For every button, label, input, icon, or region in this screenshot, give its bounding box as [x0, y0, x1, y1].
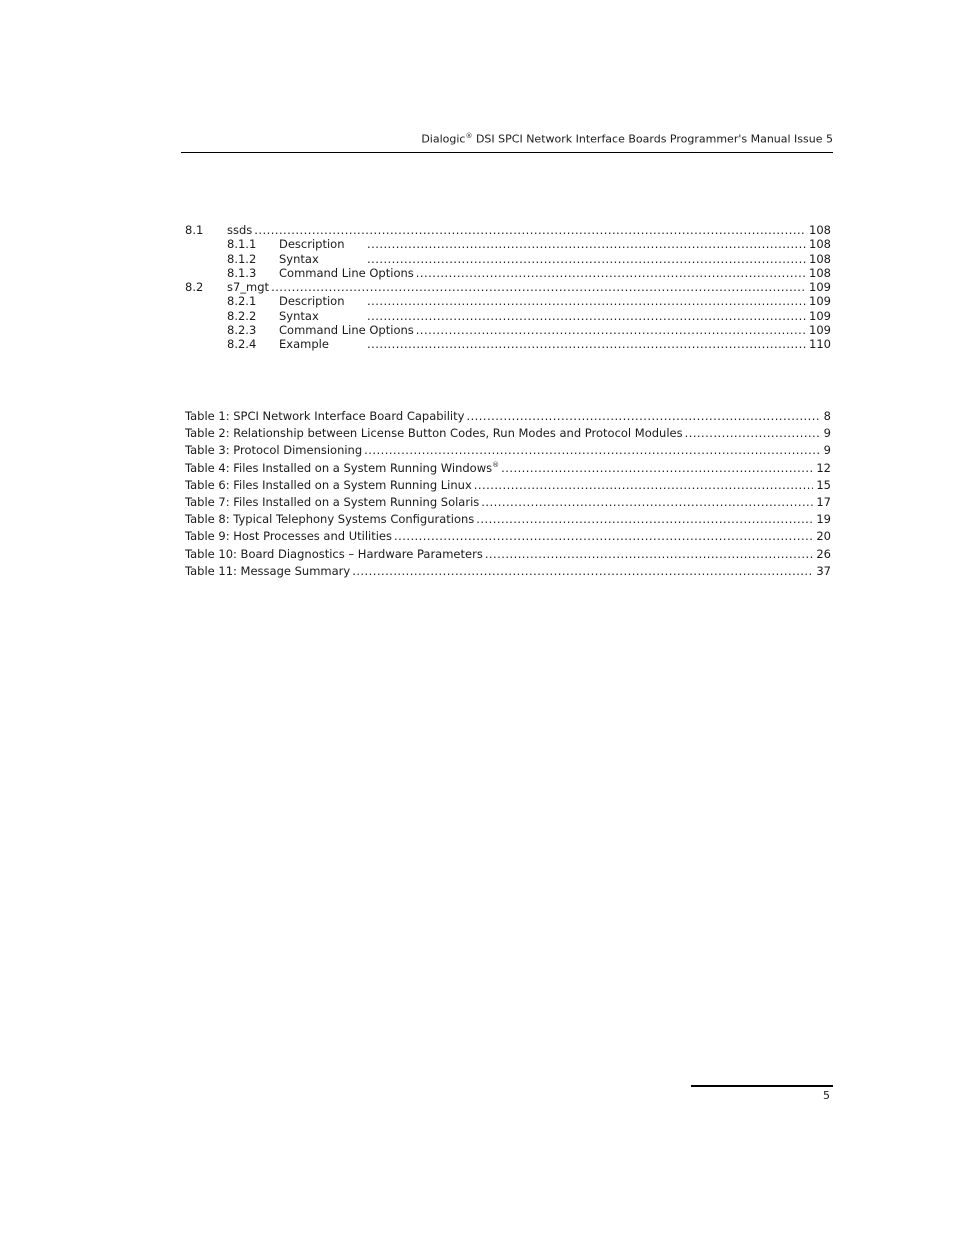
- table-list-entry[interactable]: [185, 511, 831, 528]
- table-list-title: Table 4: Files Installed on a System Running Windows: [185, 460, 493, 475]
- table-list-title-wrap: [185, 442, 364, 459]
- table-list-page: 20: [816, 529, 831, 544]
- toc-entry-line: [279, 337, 831, 351]
- table-list-page: 37: [816, 563, 831, 578]
- toc-entry-title: Syntax: [279, 309, 367, 323]
- table-list-entry[interactable]: [185, 528, 831, 545]
- toc-leader-dots: [367, 252, 806, 266]
- toc-entry-number: 8.2.1: [227, 294, 257, 309]
- table-of-contents: [185, 223, 831, 352]
- table-list-title-wrap: [185, 546, 485, 563]
- table-list-page: 15: [816, 477, 831, 492]
- table-list-title-wrap: [185, 408, 466, 425]
- toc-entry-number: 8.1: [185, 223, 204, 237]
- table-list-page: 9: [823, 426, 831, 441]
- table-list-title: Table 10: Board Diagnostics – Hardware Parameters: [185, 546, 483, 561]
- toc-entry-number: 8.2.3: [227, 323, 257, 338]
- toc-entry-title: Syntax: [279, 252, 367, 266]
- table-list-entry[interactable]: [185, 563, 831, 580]
- table-list-title-wrap: [185, 511, 476, 528]
- toc-entry-title: s7_mgt: [227, 280, 270, 295]
- table-list-entry[interactable]: [185, 546, 831, 563]
- toc-entry-page: 108: [809, 223, 831, 237]
- toc-entry[interactable]: [185, 280, 831, 294]
- table-list-page: 9: [823, 443, 831, 458]
- table-list-leader-dots: [474, 477, 814, 494]
- table-list-page: 26: [816, 546, 831, 561]
- table-list-title: Table 8: Typical Telephony Systems Configurations: [185, 512, 475, 527]
- table-list-title: Table 1: SPCI Network Interface Board Capability: [185, 409, 465, 423]
- toc-entry-title: Example: [279, 337, 367, 351]
- toc-leader-dots: [271, 280, 806, 294]
- toc-leader-dots: [254, 223, 806, 237]
- toc-entry-title: Command Line Options: [279, 323, 414, 338]
- table-list-title: Table 3: Protocol Dimensioning: [185, 443, 363, 458]
- registered-mark: ®: [465, 132, 473, 140]
- toc-entry-page: 109: [809, 294, 831, 309]
- toc-entry-page: 108: [809, 265, 831, 280]
- list-of-tables: [185, 408, 831, 580]
- table-list-title-wrap: [185, 528, 394, 545]
- toc-leader-dots: [416, 323, 806, 337]
- toc-entry-number: 8.2.4: [227, 337, 257, 352]
- toc-entry-page: 109: [809, 280, 831, 295]
- brand-name: Dialogic: [421, 132, 466, 146]
- toc-entry-line: [227, 280, 831, 294]
- toc-entry-page: 109: [809, 308, 831, 323]
- footer-rule: [691, 1085, 833, 1087]
- toc-entry-page: 110: [809, 337, 831, 352]
- toc-entry-number: 8.2.2: [227, 308, 257, 323]
- table-list-leader-dots: [394, 528, 813, 545]
- toc-leader-dots: [416, 266, 806, 280]
- table-list-leader-dots: [685, 425, 821, 442]
- table-list-title: Table 11: Message Summary: [185, 563, 351, 578]
- registered-mark: ®: [492, 460, 500, 469]
- toc-entry[interactable]: [185, 323, 831, 337]
- toc-entry[interactable]: [185, 266, 831, 280]
- toc-entry-line: [279, 237, 831, 251]
- toc-entry[interactable]: [185, 294, 831, 308]
- table-list-entry[interactable]: [185, 425, 831, 442]
- toc-leader-dots: [367, 337, 806, 351]
- table-list-page: 12: [816, 460, 831, 475]
- page-number: 5: [823, 1089, 830, 1102]
- toc-entry-title: Command Line Options: [279, 265, 414, 280]
- table-list-leader-dots: [481, 494, 813, 511]
- table-list-title-wrap: [185, 477, 474, 494]
- table-list-leader-dots: [466, 408, 820, 425]
- table-list-page: 8: [823, 409, 831, 423]
- toc-entry[interactable]: [185, 237, 831, 251]
- toc-entry-line: [279, 323, 831, 337]
- toc-entry-number: 8.2: [185, 280, 204, 295]
- toc-entry[interactable]: [185, 337, 831, 351]
- header-rule: [181, 152, 833, 153]
- table-list-leader-dots: [352, 563, 813, 580]
- toc-entry-line: [279, 294, 831, 308]
- table-list-title-wrap: [185, 460, 501, 477]
- table-list-leader-dots: [364, 442, 821, 459]
- toc-entry-title: Description: [279, 294, 367, 308]
- table-list-title: Table 2: Relationship between License Button Codes, Run Modes and Protocol Modules: [185, 426, 683, 441]
- table-list-title: Table 7: Files Installed on a System Running Solaris: [185, 494, 480, 509]
- document-title: [421, 132, 833, 146]
- toc-entry-title: Description: [279, 237, 367, 251]
- table-list-entry[interactable]: [185, 442, 831, 459]
- toc-entry-line: [279, 309, 831, 323]
- toc-entry-line: [227, 223, 831, 237]
- table-list-leader-dots: [485, 546, 814, 563]
- toc-entry[interactable]: [185, 223, 831, 237]
- toc-entry-number: 8.1.1: [227, 237, 257, 252]
- table-list-title-wrap: [185, 425, 685, 442]
- table-list-entry[interactable]: [185, 477, 831, 494]
- document-title-rest: DSI SPCI Network Interface Boards Programmer's Manual Issue 5: [472, 132, 833, 146]
- toc-entry-page: 108: [809, 237, 831, 252]
- toc-leader-dots: [367, 237, 806, 251]
- page-header: [181, 132, 833, 152]
- table-list-entry[interactable]: [185, 494, 831, 511]
- toc-entry-number: 8.1.3: [227, 265, 257, 280]
- table-list-leader-dots: [476, 511, 813, 528]
- toc-entry-page: 108: [809, 251, 831, 266]
- toc-entry-page: 109: [809, 323, 831, 338]
- table-list-entry[interactable]: [185, 460, 831, 477]
- toc-leader-dots: [367, 309, 806, 323]
- toc-entry-number: 8.1.2: [227, 251, 257, 266]
- table-list-page: 17: [816, 494, 831, 509]
- table-list-title: Table 6: Files Installed on a System Running Linux: [185, 477, 472, 492]
- table-list-leader-dots: [501, 460, 813, 477]
- table-list-title-wrap: [185, 563, 352, 580]
- toc-entry[interactable]: [185, 309, 831, 323]
- toc-entry-line: [279, 252, 831, 266]
- table-list-title: Table 9: Host Processes and Utilities: [185, 529, 392, 544]
- table-list-entry[interactable]: [185, 408, 831, 425]
- toc-entry-line: [279, 266, 831, 280]
- toc-entry-title: ssds: [227, 223, 253, 237]
- toc-entry[interactable]: [185, 252, 831, 266]
- table-list-page: 19: [816, 512, 831, 527]
- toc-leader-dots: [367, 294, 806, 308]
- table-list-title-wrap: [185, 494, 481, 511]
